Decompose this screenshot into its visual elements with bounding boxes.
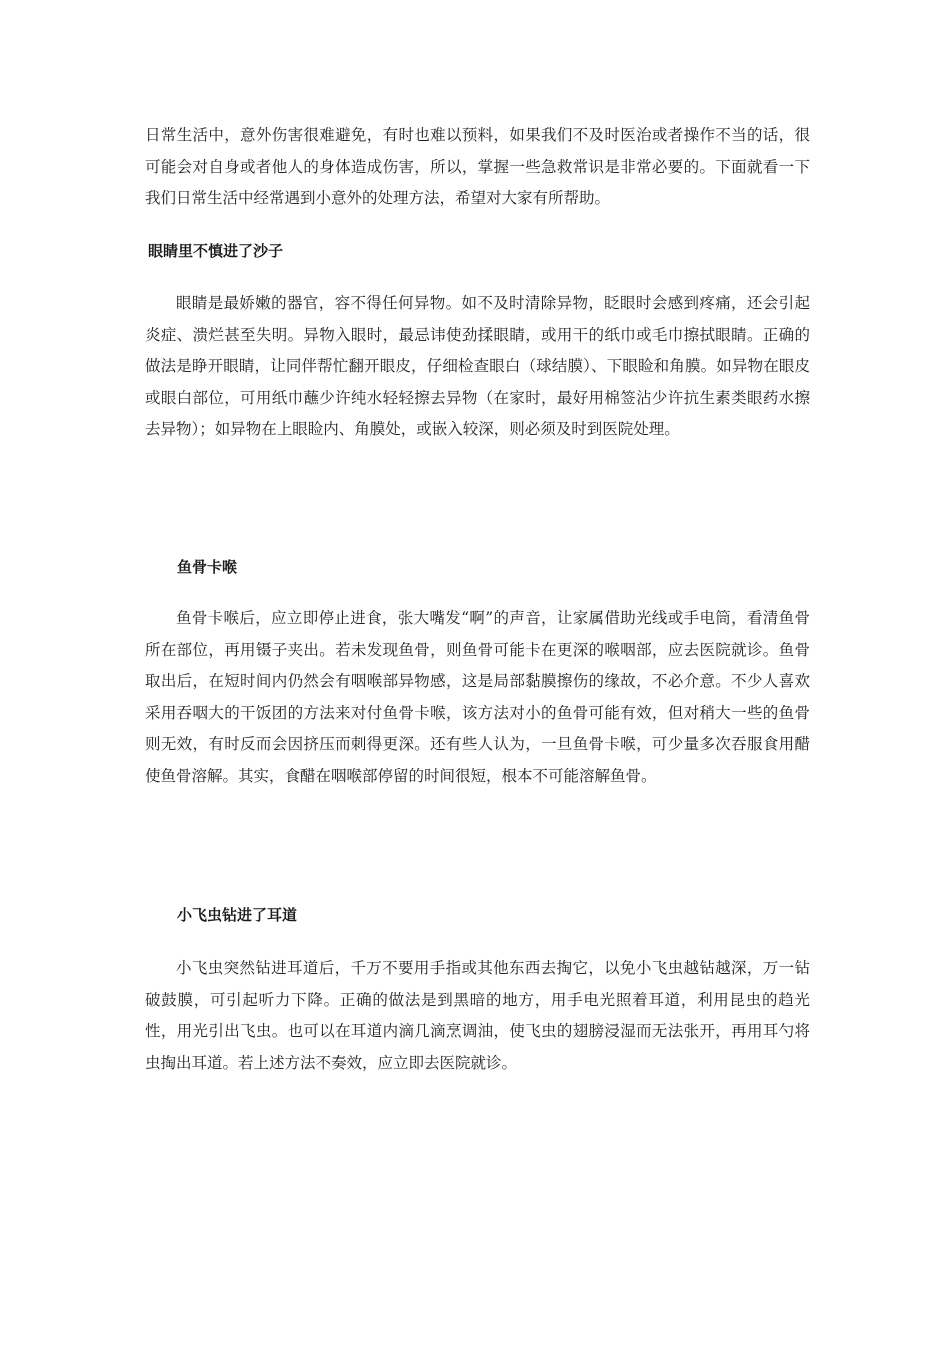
section-heading-ear-bug: 小飞虫钻进了耳道 — [177, 906, 298, 924]
section-heading-fishbone: 鱼骨卡喉 — [177, 558, 238, 576]
section-heading-eye-sand: 眼睛里不慎进了沙子 — [148, 242, 284, 260]
section-body-ear-bug: 小飞虫突然钻进耳道后，千万不要用手指或其他东西去掏它，以免小飞虫越钻越深，万一钻破鼓膜，可引起听力下降。正确的做法是到黑暗的地方，用手电光照着耳道，利用昆虫的趋光性，用光引出飞虫。也可以在耳道内滴几滴烹调油，使飞虫的翅膀浸湿而无法张开，再用耳勺将虫掏出耳道。若上述方法不奏效，应立即去医院就诊。 — [145, 959, 810, 1072]
section-body-eye-sand: 眼睛是最娇嫩的器官，容不得任何异物。如不及时清除异物，眨眼时会感到疼痛，还会引起炎症、溃烂甚至失明。异物入眼时，最忌讳使劲揉眼睛，或用干的纸巾或毛巾擦拭眼睛。正确的做法是睁开眼睛，让同伴帮忙翻开眼皮，仔细检查眼白（球结膜）、下眼睑和角膜。如异物在眼皮或眼白部位，可用纸巾蘸少许纯水轻轻擦去异物（在家时，最好用棉签沾少许抗生素类眼药水擦去异物）；如异物在上眼睑内、角膜处，或嵌入较深，则必须及时到医院处理。 — [145, 294, 810, 438]
section-body-fishbone: 鱼骨卡喉后，应立即停止进食，张大嘴发“啊”的声音，让家属借助光线或手电筒，看清鱼骨所在部位，再用镊子夹出。若未发现鱼骨，则鱼骨可能卡在更深的喉咽部，应去医院就诊。鱼骨取出后，在短时间内仍然会有咽喉部异物感，这是局部黏膜擦伤的缘故，不必介意。不少人喜欢采用吞咽大的干饭团的方法来对付鱼骨卡喉，该方法对小的鱼骨可能有效，但对稍大一些的鱼骨则无效，有时反而会因挤压而刺得更深。还有些人认为，一旦鱼骨卡喉，可少量多次吞服食用醋使鱼骨溶解。其实，食醋在咽喉部停留的时间很短，根本不可能溶解鱼骨。 — [145, 609, 810, 785]
intro-paragraph: 日常生活中，意外伤害很难避免，有时也难以预料，如果我们不及时医治或者操作不当的话，很可能会对自身或者他人的身体造成伤害，所以，掌握一些急救常识是非常必要的。下面就看一下我们日常生活中经常遇到小意外的处理方法，希望对大家有所帮助。 — [145, 126, 810, 207]
